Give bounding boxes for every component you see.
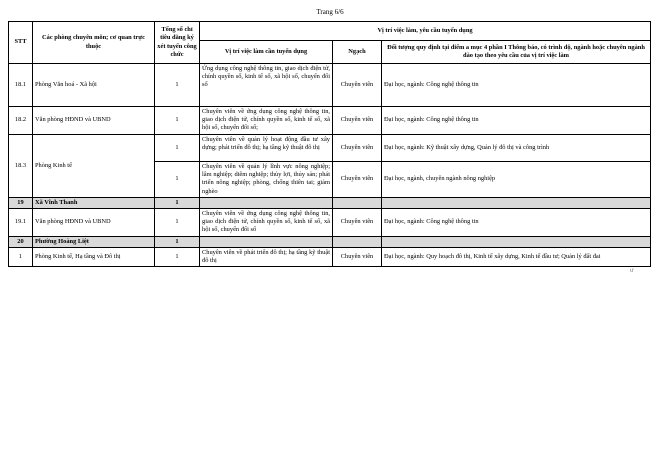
row-target: Đại học, ngành, chuyên ngành nông nghiệp bbox=[382, 162, 651, 198]
header-quota: Tổng số chỉ tiêu đăng ký xét tuyển công chức bbox=[155, 22, 200, 64]
row-department: Văn phòng HĐND và UBND bbox=[33, 209, 155, 237]
row-position: Chuyên viên về quản lý lĩnh vực nông nghiệp; lâm nghiệp; diêm nghiệp; thủy lợi, thủy sản; phát triển nông nghiệp; phòng, chống thiên tai; giảm nghèo bbox=[200, 162, 333, 198]
row-stt: 18.1 bbox=[9, 64, 33, 107]
row-quota: 1 bbox=[155, 64, 200, 107]
row-stt: 1 bbox=[9, 247, 33, 266]
group-row bbox=[9, 197, 651, 208]
header-department: Các phòng chuyên môn; cơ quan trực thuộc bbox=[33, 22, 155, 64]
row-rank: Chuyên viên bbox=[333, 209, 382, 237]
stray-mark: ư bbox=[630, 268, 634, 274]
row-stt: 18.3 bbox=[9, 135, 33, 198]
header-target: Đối tượng quy định tại điểm a mục 4 phần I Thông báo, có trình độ, ngành hoặc chuyên ngành đào tạo theo yêu cầu của vị trí việc làm bbox=[382, 41, 651, 64]
row-rank: Chuyên viên bbox=[333, 135, 382, 162]
row-quota: 1 bbox=[155, 247, 200, 266]
row-target: Đại học, ngành: Công nghệ thông tin bbox=[382, 107, 651, 135]
row-rank: Chuyên viên bbox=[333, 64, 382, 107]
row-position: Chuyên viên về ứng dụng công nghệ thông tin, giao dịch điện tử, chính quyền số, kinh tế số, xã hội số, chuyển đổi số bbox=[200, 209, 333, 237]
row-quota: 1 bbox=[155, 162, 200, 198]
row-position: Chuyên viên về phát triển đô thị; hạ tầng kỹ thuật đô thị bbox=[200, 247, 333, 266]
row-department: Phòng Văn hoá - Xã hội bbox=[33, 64, 155, 107]
recruitment-table bbox=[8, 21, 651, 267]
table-row bbox=[9, 135, 651, 162]
row-department: Phòng Kinh tế, Hạ tầng và Đô thị bbox=[33, 247, 155, 266]
row-quota: 1 bbox=[155, 209, 200, 237]
page-number: Trang 6/6 bbox=[316, 8, 344, 16]
group-stt: 20 bbox=[9, 236, 33, 247]
row-rank: Chuyên viên bbox=[333, 162, 382, 198]
header-position: Vị trí việc làm cần tuyển dụng bbox=[200, 41, 333, 64]
header-job-group: Vị trí việc làm, yêu cầu tuyển dụng bbox=[200, 22, 651, 41]
row-stt: 18.2 bbox=[9, 107, 33, 135]
row-rank: Chuyên viên bbox=[333, 247, 382, 266]
table-row bbox=[9, 107, 651, 135]
group-row bbox=[9, 236, 651, 247]
row-target: Đại học, ngành: Quy hoạch đô thị, Kinh tế xây dựng, Kinh tế đầu tư; Quản lý đất đai bbox=[382, 247, 651, 266]
row-stt: 19.1 bbox=[9, 209, 33, 237]
row-target: Đại học, ngành: Công nghệ thông tin bbox=[382, 209, 651, 237]
row-position: Ứng dụng công nghệ thông tin, giao dịch điện tử, chính quyền số, kinh tế số, xã hội số, chuyển đổi số bbox=[200, 64, 333, 107]
header-stt: STT bbox=[9, 22, 33, 64]
group-quota: 1 bbox=[155, 236, 200, 247]
row-department: Văn phòng HĐND và UBND bbox=[33, 107, 155, 135]
table-row bbox=[9, 247, 651, 266]
table-row bbox=[9, 209, 651, 237]
row-quota: 1 bbox=[155, 107, 200, 135]
row-quota: 1 bbox=[155, 135, 200, 162]
row-target: Đại học, ngành: Công nghệ thông tin bbox=[382, 64, 651, 107]
row-position: Chuyên viên về quản lý hoạt động đầu tư xây dựng; phát triển đô thị; hạ tầng kỹ thuật đô thị bbox=[200, 135, 333, 162]
group-stt: 19 bbox=[9, 197, 33, 208]
row-rank: Chuyên viên bbox=[333, 107, 382, 135]
table-row bbox=[9, 64, 651, 107]
group-name: Xã Vĩnh Thanh bbox=[33, 197, 155, 208]
row-department: Phòng Kinh tế bbox=[33, 135, 155, 198]
group-name: Phường Hoàng Liệt bbox=[33, 236, 155, 247]
row-target: Đại học, ngành: Kỹ thuật xây dựng, Quản lý đô thị và công trình bbox=[382, 135, 651, 162]
header-rank: Ngạch bbox=[333, 41, 382, 64]
group-quota: 1 bbox=[155, 197, 200, 208]
row-position: Chuyên viên về ứng dụng công nghệ thông tin, giao dịch điện tử, chính quyền số, kinh tế số, xã hội số, chuyển đổi số; bbox=[200, 107, 333, 135]
